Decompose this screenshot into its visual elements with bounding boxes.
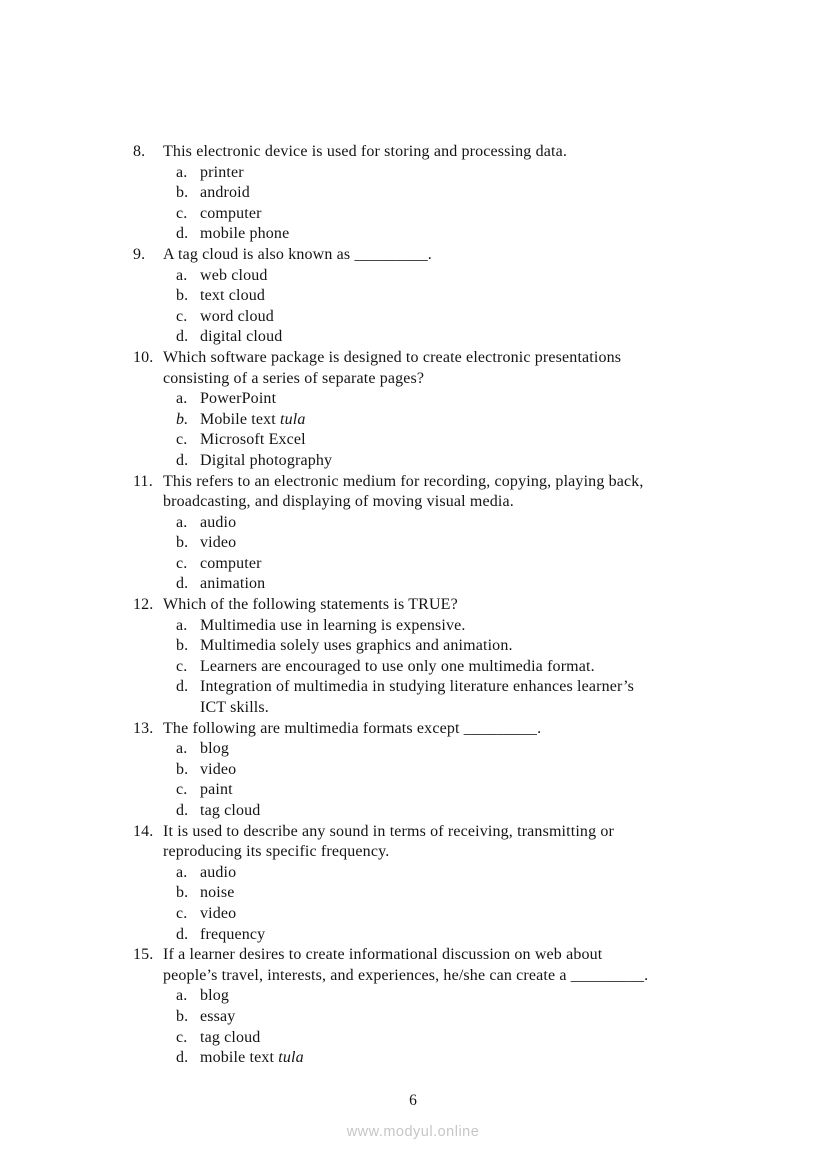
option-text: [200, 883, 716, 904]
option-row: [176, 513, 716, 534]
option-text-line: frequency: [200, 925, 266, 943]
option-letter: c.: [176, 554, 188, 572]
question-item: [133, 142, 716, 245]
option-row: [176, 904, 716, 925]
option-letter: b.: [176, 410, 189, 428]
question-number: 11.: [133, 472, 153, 490]
option-text-line: web cloud: [200, 266, 268, 284]
option-row: [176, 410, 716, 431]
option-text: [200, 574, 716, 595]
option-text-line: video: [200, 534, 237, 552]
option-row: [176, 636, 716, 657]
option-letter: a.: [176, 266, 188, 284]
option-text-line: tag cloud: [200, 1028, 261, 1046]
option-text: [200, 204, 716, 225]
option-text-line: Multimedia solely uses graphics and animation.: [200, 637, 513, 655]
option-text: [200, 451, 716, 472]
question-text-line: consisting of a series of separate pages?: [163, 369, 425, 387]
option-row: [176, 266, 716, 287]
question-number: 10.: [133, 348, 154, 366]
option-letter: b.: [176, 184, 189, 202]
option-text-line: digital cloud: [200, 328, 283, 346]
option-letter: d.: [176, 328, 189, 346]
option-row: [176, 1048, 716, 1069]
option-letter: d.: [176, 1049, 189, 1067]
question-item: [133, 245, 716, 348]
question-first-line: [133, 472, 716, 493]
option-letter: b.: [176, 637, 189, 655]
option-text-line: mobile phone: [200, 225, 290, 243]
option-text-line: mobile text: [200, 1049, 279, 1067]
question-text-line: It is used to describe any sound in terms of receiving, transmitting or: [163, 822, 615, 840]
question-list: [133, 142, 716, 1069]
question-text-line: The following are multimedia formats except _________.: [163, 719, 542, 737]
option-text: [200, 554, 716, 575]
option-text-line: PowerPoint: [200, 390, 277, 408]
option-letter: a.: [176, 740, 188, 758]
option-text: [200, 616, 716, 637]
question-item: [133, 719, 716, 822]
question-first-line: [133, 945, 716, 966]
option-text: [200, 801, 716, 822]
option-text-line: blog: [200, 987, 230, 1005]
option-text: [200, 410, 716, 431]
option-row: [176, 554, 716, 575]
option-letter: c.: [176, 904, 188, 922]
watermark: www.modyul.online: [346, 1124, 480, 1140]
option-text-line: Integration of multimedia in studying literature enhances learner’s: [200, 678, 635, 696]
option-letter: c.: [176, 657, 188, 675]
question-number: 12.: [133, 596, 154, 614]
question-number: 13.: [133, 719, 154, 737]
option-row: [176, 677, 716, 698]
question-first-line: [133, 348, 716, 369]
option-letter: d.: [176, 678, 189, 696]
option-text-line: essay: [200, 1007, 236, 1025]
option-row: [176, 389, 716, 410]
option-text: [200, 327, 716, 348]
option-text-line: Multimedia use in learning is expensive.: [200, 616, 466, 634]
option-row: [176, 1028, 716, 1049]
option-text-line: word cloud: [200, 307, 274, 325]
option-text-line: Digital photography: [200, 451, 333, 469]
option-letter: d.: [176, 225, 189, 243]
question-number: 14.: [133, 822, 154, 840]
option-row: [176, 307, 716, 328]
option-letter: a.: [176, 163, 188, 181]
option-row: [176, 863, 716, 884]
option-text-line: video: [200, 760, 237, 778]
question-text-line: people’s travel, interests, and experiences, he/she can create a _________.: [163, 966, 649, 984]
option-row: [176, 616, 716, 637]
option-letter: b.: [176, 1007, 189, 1025]
option-text-line: android: [200, 184, 250, 202]
option-text-line: audio: [200, 513, 237, 531]
option-row: [176, 451, 716, 472]
question-text-line: reproducing its specific frequency.: [163, 843, 390, 861]
question-number: 15.: [133, 946, 154, 964]
option-letter: c.: [176, 431, 188, 449]
question-first-line: [133, 142, 716, 163]
option-letter: b.: [176, 534, 189, 552]
question-number: 8.: [133, 143, 146, 160]
question-text-line: A tag cloud is also known as _________.: [163, 245, 432, 263]
option-text: [200, 925, 716, 946]
option-letter: d.: [176, 925, 189, 943]
option-letter: c.: [176, 781, 188, 799]
option-text: [200, 636, 716, 657]
option-text: [200, 183, 716, 204]
option-row: [176, 986, 716, 1007]
question-first-line: [133, 822, 716, 843]
question-item: [133, 595, 716, 719]
option-text: [200, 904, 716, 925]
option-row: [176, 224, 716, 245]
option-text: [200, 1048, 716, 1069]
option-row: [176, 327, 716, 348]
option-letter: c.: [176, 307, 188, 325]
option-text-line: Learners are encouraged to use only one multimedia format.: [200, 657, 595, 675]
option-letter: d.: [176, 802, 189, 819]
option-letter: a.: [176, 390, 188, 408]
option-text: [200, 513, 716, 534]
option-row: [176, 1007, 716, 1028]
option-row: [176, 286, 716, 307]
option-row: [176, 760, 716, 781]
option-row: [176, 657, 716, 678]
option-text-line: animation: [200, 575, 266, 593]
question-first-line: [133, 719, 716, 740]
option-letter: d.: [176, 575, 189, 593]
option-letter: b.: [176, 760, 189, 778]
option-text: [200, 163, 716, 184]
option-text: [200, 286, 716, 307]
option-letter: b.: [176, 287, 189, 305]
question-first-line: [133, 245, 716, 266]
option-row: [176, 183, 716, 204]
page-number: 6: [409, 1092, 417, 1109]
option-letter: c.: [176, 204, 188, 222]
question-item: [133, 822, 716, 946]
option-row: [176, 780, 716, 801]
option-row: [176, 801, 716, 822]
question-text-line: This electronic device is used for storing and processing data.: [163, 143, 567, 160]
question-text-line: broadcasting, and displaying of moving visual media.: [163, 493, 514, 511]
option-text-line: computer: [200, 204, 262, 222]
option-text-line: audio: [200, 863, 237, 881]
question-text-line: If a learner desires to create informational discussion on web about: [163, 946, 603, 964]
option-text: [200, 760, 716, 781]
option-row: [176, 574, 716, 595]
option-text: [200, 533, 716, 554]
option-letter: a.: [176, 513, 188, 531]
option-text-line: printer: [200, 163, 244, 181]
option-text: [200, 657, 716, 678]
option-text: [200, 389, 716, 410]
option-text-line: Mobile text: [200, 410, 281, 428]
question-number: 9.: [133, 245, 146, 263]
option-text: [200, 739, 716, 760]
option-row: [176, 883, 716, 904]
option-text-line: tag cloud: [200, 802, 261, 819]
option-row: [176, 739, 716, 760]
option-text: [200, 1007, 716, 1028]
option-text-italic: tula: [280, 410, 306, 428]
option-letter: a.: [176, 987, 188, 1005]
option-text: [200, 780, 716, 801]
option-letter: a.: [176, 863, 188, 881]
option-row: [176, 430, 716, 451]
option-letter: b.: [176, 884, 189, 902]
option-text: [200, 307, 716, 328]
question-text-line: Which software package is designed to create electronic presentations: [163, 348, 622, 366]
option-text-line: text cloud: [200, 287, 266, 305]
option-text-line: Microsoft Excel: [200, 431, 306, 449]
option-text-line: noise: [200, 884, 235, 902]
option-letter: d.: [176, 451, 189, 469]
option-row: [176, 204, 716, 225]
option-text: [200, 677, 716, 698]
option-text: [200, 430, 716, 451]
option-text: [200, 1028, 716, 1049]
option-letter: c.: [176, 1028, 188, 1046]
question-item: [133, 945, 716, 1069]
question-text-line: This refers to an electronic medium for recording, copying, playing back,: [163, 472, 644, 490]
option-text-line: ICT skills.: [200, 699, 269, 717]
question-first-line: [133, 595, 716, 616]
option-text: [200, 863, 716, 884]
option-text: [200, 266, 716, 287]
option-row: [176, 163, 716, 184]
question-text-line: Which of the following statements is TRUE?: [163, 596, 458, 614]
question-item: [133, 472, 716, 596]
option-letter: a.: [176, 616, 188, 634]
option-text-line: blog: [200, 740, 230, 758]
option-text-line: computer: [200, 554, 262, 572]
option-text-italic: tula: [278, 1049, 304, 1067]
option-text: [200, 986, 716, 1007]
option-text-line: paint: [200, 781, 233, 799]
option-row: [176, 533, 716, 554]
option-row: [176, 925, 716, 946]
option-text-line: video: [200, 904, 237, 922]
option-text: [200, 224, 716, 245]
question-item: [133, 348, 716, 472]
